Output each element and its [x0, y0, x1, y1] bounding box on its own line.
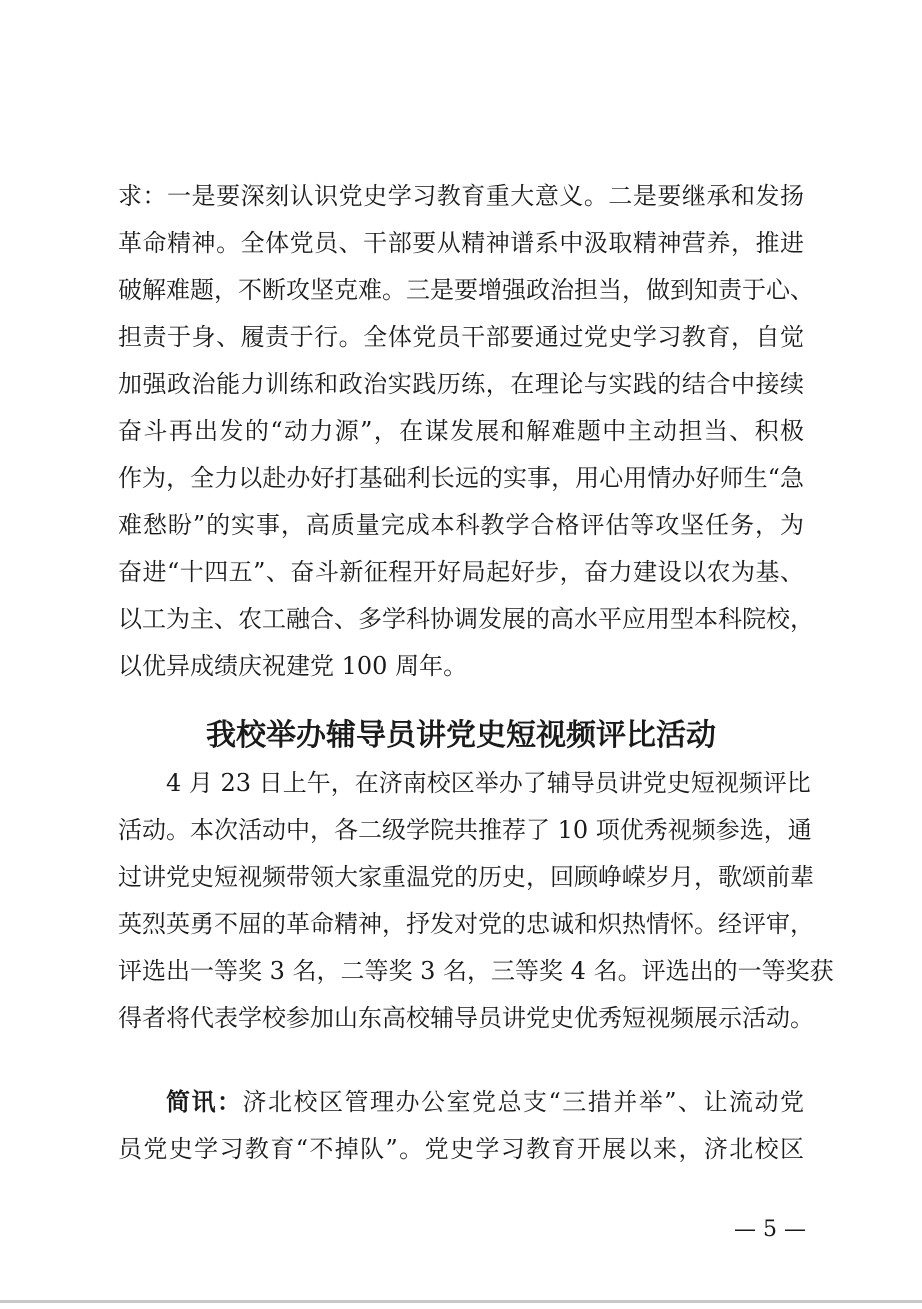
brief-label: 简讯：	[166, 1088, 243, 1116]
brief-text: 济北校区管理办公室党总支“三措并举”、让流动党	[242, 1088, 804, 1116]
text-line: 革命精神。全体党员、干部要从精神谱系中汲取精神营养，推进	[118, 229, 804, 257]
text-line: 求：一是要深刻认识党史学习教育重大意义。二是要继承和发扬	[118, 182, 804, 210]
text-line: 难愁盼”的实事，高质量完成本科教学合格评估等攻坚任务，为	[118, 511, 804, 539]
text-line: 英烈英勇不屈的革命精神，抒发对党的忠诚和炽热情怀。经评审，	[118, 910, 814, 938]
text-line: 员党史学习教育“不掉队”。党史学习教育开展以来，济北校区	[118, 1135, 804, 1163]
text-line: 作为，全力以赴办好打基础利长远的实事，用心用情办好师生“急	[118, 464, 804, 492]
text-line: 担责于身、履责于行。全体党员干部要通过党史学习教育，自觉	[118, 323, 804, 351]
page-number: — 5 —	[734, 1217, 806, 1242]
text-line: 以优异成绩庆祝建党 100 周年。	[118, 652, 468, 680]
text-line: 破解难题，不断攻坚克难。三是要增强政治担当，做到知责于心、	[118, 276, 814, 304]
article-title: 我校举办辅导员讲党史短视频评比活动	[206, 718, 716, 753]
text-line: 奋进“十四五”、奋斗新征程开好局起好步，奋力建设以农为基、	[118, 558, 804, 586]
text-line: 以工为主、农工融合、多学科协调发展的高水平应用型本科院校，	[118, 605, 814, 633]
page-bottom-edge	[0, 1300, 922, 1303]
text-line: 评选出一等奖 3 名，二等奖 3 名，三等奖 4 名。评选出的一等奖获	[118, 957, 834, 985]
text-line: 奋斗再出发的“动力源”，在谋发展和解难题中主动担当、积极	[118, 417, 804, 445]
text-line: 加强政治能力训练和政治实践历练，在理论与实践的结合中接续	[118, 370, 804, 398]
text-line: 过讲党史短视频带领大家重温党的历史，回顾峥嵘岁月，歌颂前辈	[118, 863, 814, 891]
brief-line	[166, 1087, 804, 1117]
text-line: 4 月 23 日上午，在济南校区举办了辅导员讲党史短视频评比	[166, 769, 811, 797]
text-line: 活动。本次活动中，各二级学院共推荐了 10 项优秀视频参选，通	[118, 816, 812, 844]
text-line: 得者将代表学校参加山东高校辅导员讲党史优秀短视频展示活动。	[118, 1004, 814, 1032]
